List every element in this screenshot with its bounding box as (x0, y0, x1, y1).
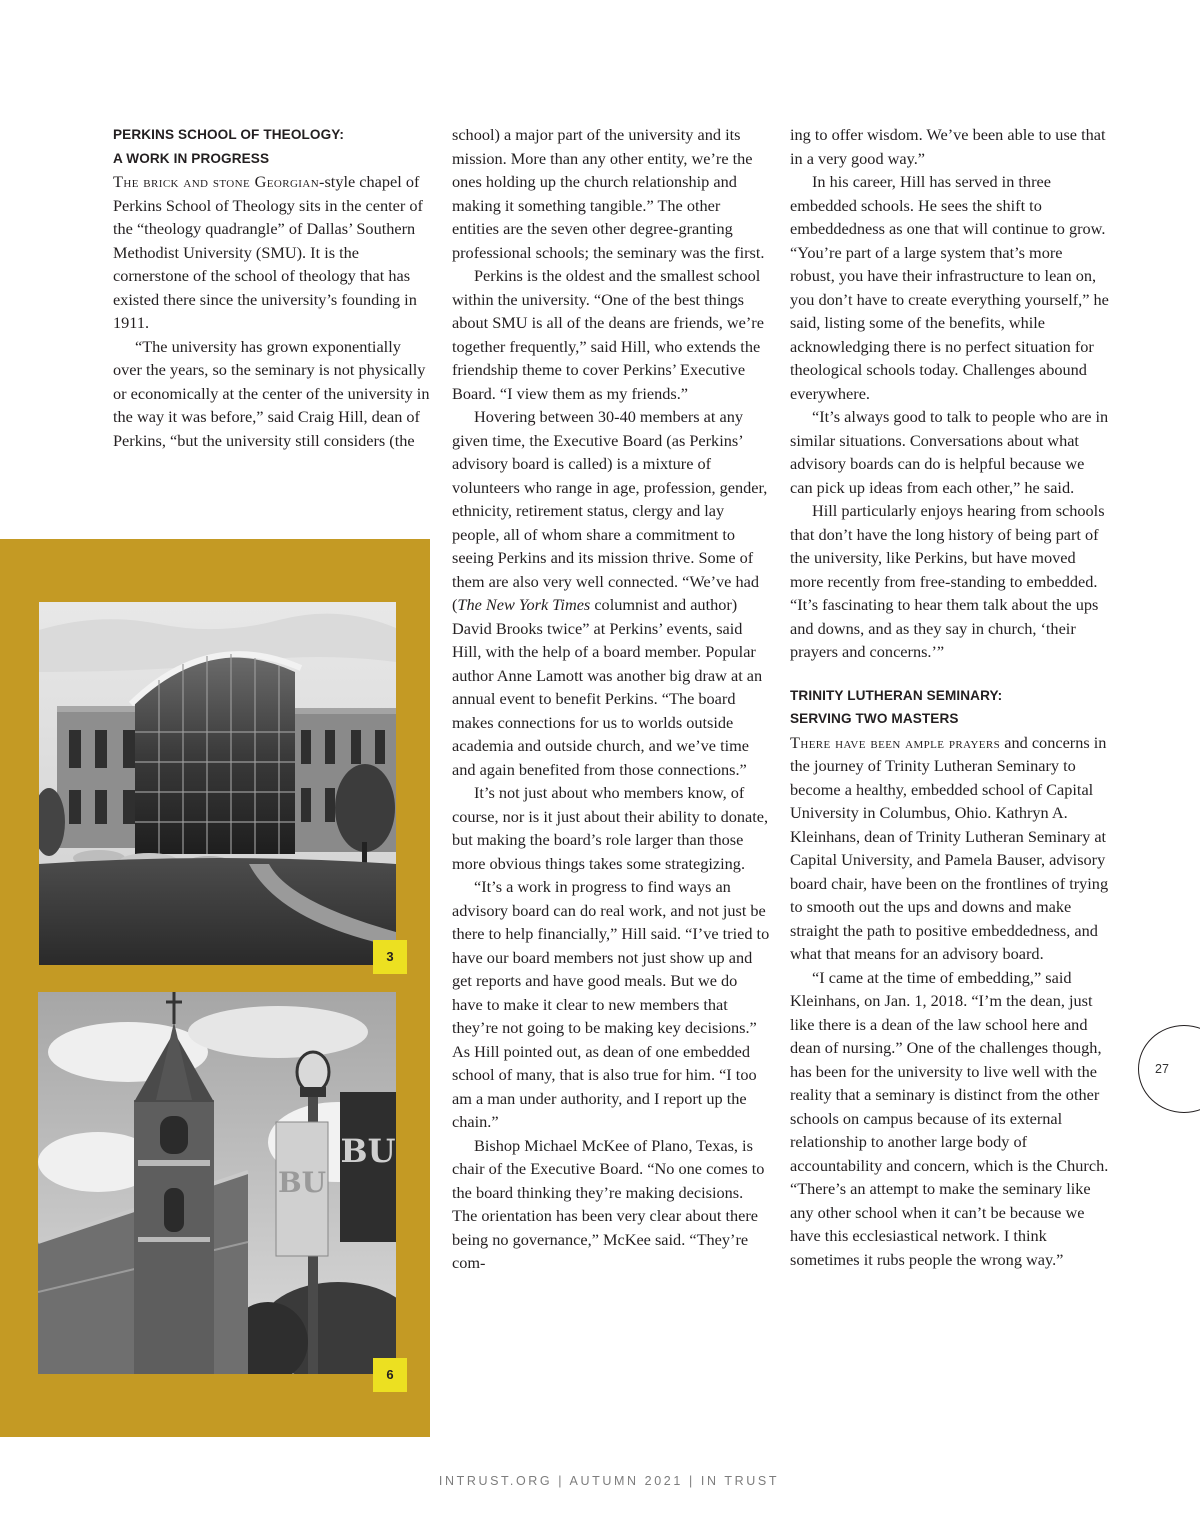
paragraph: Perkins is the oldest and the smallest school within the university. “One of the best things about SMU is all of the deans are friends, we’re together frequently,” said Hill, who extends the friendship theme to cover Perkins’ Executive Board. “I view them as my friends.” (452, 266, 764, 403)
section-heading-sub: A WORK IN PROGRESS (113, 150, 270, 166)
publication-title: The New York Times (457, 595, 591, 614)
paragraph: It’s not just about who members know, of course, nor is it just about their ability to donate, but making the board’s role larger than those more obvious things takes some strategizing. (452, 783, 769, 873)
page-footer: INTRUST.ORG | AUTUMN 2021 | IN TRUST (438, 1474, 780, 1488)
steeple-banner-photo-icon (38, 992, 396, 1374)
paragraph: In his career, Hill has served in three embedded schools. He sees the shift to embeddedness as one that will continue to grow. “You’re part of a large system that’s more robust, you have their infrastructure to lean on, you don’t have to create everything yourself,” he said, listing some of the benefits, while acknowledging there is no perfect situation for theological schools today. Challenges abound everywhere. (790, 172, 1109, 403)
paragraph: “I came at the time of embedding,” said Kleinhans, on Jan. 1, 2018. “I’m the dean, just like there is a dean of the law school here and dean of nursing.” One of the challenges though, has been for the university to live well with the reality that a seminary is distinct from the other schools on campus because of its external relationship to another large body of accountability and concern, which is the Church. “There’s an attempt to make the seminary like any other school when it can’t be because we have this ecclesiastical network. I think sometimes it rubs people the wrong way.” (790, 967, 1109, 1269)
paragraph: “The university has grown exponentially over the years, so the seminary is not physically or economically at the center of the university in the way it was before,” said Craig Hill, dean of Perkins, “but the university still considers (the (113, 336, 430, 450)
page-number: 27 (1155, 1062, 1169, 1076)
paragraph-continued: ing to offer wisdom. We’ve been able to use that in a very good way.” (790, 125, 1106, 168)
section-heading-sub: SERVING TWO MASTERS (790, 711, 959, 726)
section-heading: PERKINS SCHOOL OF THEOLOGY: (113, 127, 345, 142)
paragraph: “It’s a work in progress to find ways an advisory board can do real work, and not just be there to help financially,” Hill said. “I’ve tried to have our board members not just show up and get reports and have good meals. But we do have to make it clear to new members that they’re not going to be making key decisions.” As Hill pointed out, as dean of one embedded school of many, that is also true for him. “I too am a man under authority, and I report up the chain.” (452, 877, 770, 1131)
paragraph: Hovering between 30-40 members at any given time, the Executive Board (as Perkins’ advisory board is called) is a mixture of volunteers who range in age, profession, gender, ethnicity, retirement status, clergy and lay people, all of whom share a commitment to seeing Perkins and its mission thrive. Some of them are also very well connected. “We’ve had (The New York Times columnist and author) David Brooks twice” at Perkins’ events, said Hill, with the help of a board member. Popular author Anne Lamott was another big draw at an annual event to benefit Perkins. “The board makes connections for us to worlds outside academia and outside church, and we’ve time and again benefited from those connections.” (452, 407, 768, 779)
lead-in: The brick and stone Georgian (113, 172, 320, 191)
photo-number-badge: 3 (373, 940, 407, 974)
lead-in: There have been ample prayers (790, 732, 1001, 752)
paragraph: There have been ample prayers and concerns in the journey of Trinity Lutheran Seminary to become a healthy, embedded school of Capital University in Columbus, Ohio. Kathryn A. Kleinhans, dean of Trinity Lutheran Seminary at Capital University, and Pamela Bauser, advisory board chair, have been on the frontlines of trying to smooth out the ups and downs and make straight the path to positive embeddedness, and what that means for an advisory board. (790, 732, 1109, 963)
section-heading: TRINITY LUTHERAN SEMINARY: (790, 687, 1003, 703)
text-column-2 (452, 123, 770, 1275)
building-photo-icon (39, 602, 396, 965)
text-column-3 (790, 123, 1110, 1271)
paragraph: “It’s always good to talk to people who are in similar situations. Conversations about what advisory boards can do is helpful because we can pick up ideas from each other,” he said. (790, 407, 1109, 497)
paragraph: Bishop Michael McKee of Plano, Texas, is chair of the Executive Board. “No one comes to the board thinking they’re making decisions. The orientation has been very clear about there being no governance,” McKee said. “They’re com- (452, 1135, 765, 1272)
paragraph: Hill particularly enjoys hearing from schools that don’t have the long history of being part of the university, like Perkins, but have moved more recently from free-standing to embedded. “It’s fascinating to hear them talk about the ups and downs, and as they say in church, ‘their prayers and concerns.’” (790, 501, 1105, 661)
banner-text-left: BU (277, 1166, 327, 1199)
banner-text-right: BU (340, 1132, 396, 1170)
text-column-1 (113, 123, 431, 452)
paragraph: The brick and stone Georgian-style chapel of Perkins School of Theology sits in the center of the “theology quadrangle” of Dallas’ Southern Methodist University (SMU). It is the cornerstone of the school of theology that has existed there since the university’s founding in 1911. (113, 172, 423, 332)
photo-number-badge: 6 (373, 1358, 407, 1392)
paragraph-continued: school) a major part of the university and its mission. More than any other entity, we’re the ones holding up the church relationship and making it something tangible.” The other entities are the seven other degree-granting professional schools; the seminary was the first. (452, 125, 765, 262)
